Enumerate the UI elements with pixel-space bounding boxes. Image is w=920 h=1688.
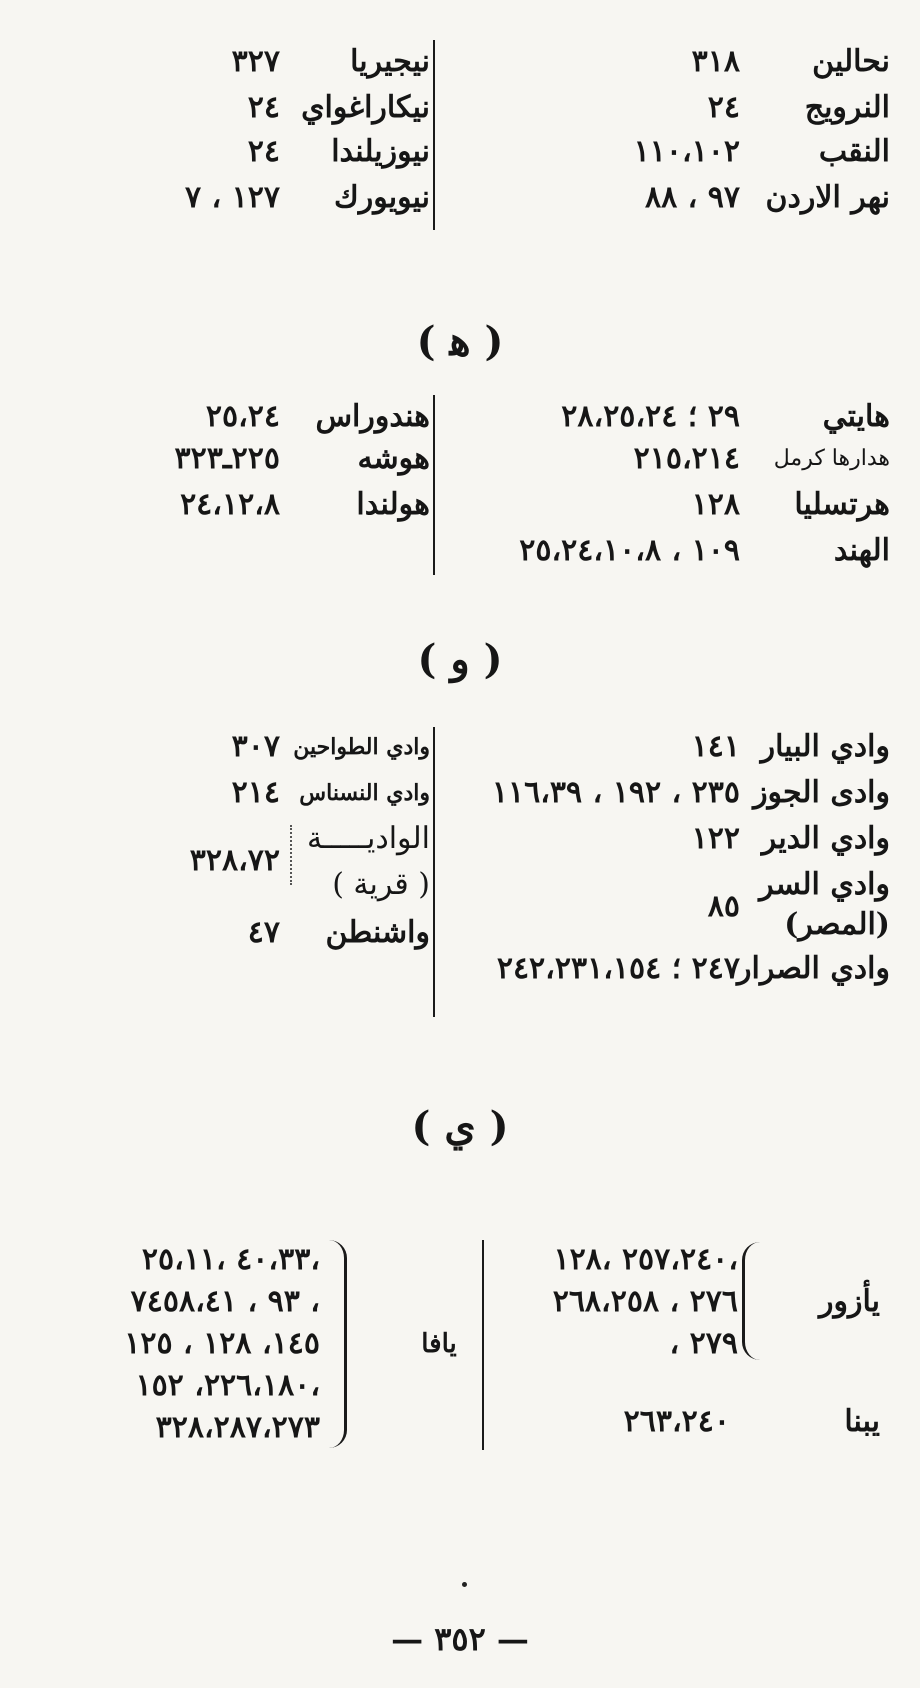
entry-name: وادي النسناس [299, 780, 430, 806]
entry-name: وادي الصرار [737, 951, 890, 986]
entry-name: هندوراس [315, 399, 430, 434]
index-entry [450, 439, 890, 479]
index-entry [20, 397, 430, 437]
entry-pages: ٢٤ [247, 90, 280, 125]
entry-pages: ٤٧ [247, 915, 280, 950]
heading-waw: ( و ) [417, 636, 503, 683]
index-entry [450, 727, 890, 767]
index-entry [450, 531, 890, 571]
entry-pages: ٣٠٧ [231, 729, 280, 764]
entry-name: وادي السر [759, 867, 890, 902]
entry-pages: ٢١٥،٢١٤ [633, 441, 740, 476]
index-entry [450, 949, 890, 989]
column-divider [433, 727, 435, 1017]
entry-pages: ٩٧ ، ٨٨ [644, 180, 740, 215]
entry-pages: ١٢٨ [691, 487, 740, 522]
entry-name: هرتسليا [794, 487, 890, 522]
index-entry [20, 178, 430, 218]
index-entry [20, 819, 430, 878]
index-entry [20, 865, 430, 905]
ink-dot [462, 1582, 467, 1587]
entry-name: واشنطن [325, 915, 430, 950]
entry-name: الواديـــــة [306, 821, 430, 856]
yazur-name: يأزور [819, 1284, 880, 1319]
entry-name: النقب [818, 134, 890, 169]
yebna-name: يبنا [844, 1404, 880, 1439]
entry-pages: ٣٢٨،٧٢ [189, 843, 280, 878]
index-entry [20, 913, 430, 953]
entry-name: ( قرية ) [332, 867, 430, 902]
entry-pages: ٢١٤ [231, 775, 280, 810]
yafa-line-4: ،٢٢٦،١٨٠، ١٥٢ [135, 1368, 320, 1403]
column-divider [433, 40, 435, 230]
entry-pages: ٢٣٥ ، ١٩٢ ، ١١٦،٣٩ [491, 775, 740, 810]
index-entry [450, 397, 890, 437]
brace-yafa [318, 1240, 347, 1448]
entry-name: النرويج [804, 90, 890, 125]
yebna-pages: ٢٦٣،٢٤٠ [623, 1404, 730, 1439]
entry-pages: ٢٢٥ـ٣٢٣ [174, 441, 280, 476]
index-entry [20, 727, 430, 767]
entry-name: نيوزيلندا [331, 134, 430, 169]
heading-ya: ( ي ) [411, 1103, 509, 1150]
entry-name: الهند [833, 533, 890, 568]
index-entry [450, 42, 890, 82]
index-entry [450, 132, 890, 172]
yazur-line-3: ٢٧٩ ، [669, 1326, 738, 1361]
yafa-line-2: ، ٩٣ ، ٧٤٥٨،٤١ [130, 1284, 320, 1319]
yafa-line-1: ،٤٠،٣٣ ،٢٥،١١ [141, 1242, 320, 1277]
entry-pages: ٣١٨ [691, 44, 740, 79]
entry-name: وادي البيار [760, 729, 890, 764]
yafa-line-3: ١٤٥، ١٢٨ ، ١٢٥ [124, 1326, 320, 1361]
index-entry [20, 773, 430, 813]
index-entry [450, 865, 890, 924]
entry-name: هولندا [356, 487, 430, 522]
entry-name: نيجيريا [350, 44, 430, 79]
index-entry [450, 819, 890, 859]
entry-pages: ١١٠،١٠٢ [633, 134, 740, 169]
index-entry [20, 439, 430, 479]
entry-name: نحالين [812, 44, 890, 79]
entry-pages: ٢٤ [707, 90, 740, 125]
entry-name: نيويورك [334, 180, 430, 215]
index-entry [450, 485, 890, 525]
entry-name: نهر الاردن [765, 180, 890, 215]
index-entry [450, 88, 890, 128]
index-entry [20, 132, 430, 172]
entry-name: وادي الطواحين [293, 734, 430, 760]
entry-name: وادى الجوز [753, 775, 890, 810]
page-number: — ٣٥٢ — [391, 1620, 529, 1658]
entry-pages: ١٠٩ ، ٢٥،٢٤،١٠،٨ [519, 533, 740, 568]
yazur-line-1: ،٢٥٧،٢٤٠ ،١٢٨ [553, 1242, 738, 1277]
brace-yazur [742, 1242, 771, 1360]
entry-pages: ٢٥،٢٤ [205, 399, 280, 434]
index-entry [20, 88, 430, 128]
yafa-name: يافا [421, 1329, 457, 1359]
entry-pages: ٢٤ [247, 134, 280, 169]
entry-name: هدارها كرمل [773, 446, 890, 471]
index-entry [20, 42, 430, 82]
entry-pages: ٢٩ ؛ ٢٨،٢٥،٢٤ [561, 399, 740, 434]
entry-name: هوشه [357, 441, 430, 476]
entry-pages: ١٤١ [691, 729, 740, 764]
entry-pages: ٨٥ [707, 889, 740, 924]
yafa-line-5: ٣٢٨،٢٨٧،٢٧٣ [155, 1410, 320, 1445]
column-divider [433, 395, 435, 575]
index-entry [450, 773, 890, 813]
index-entry [450, 905, 890, 945]
entry-name: (المصر) [784, 907, 890, 942]
index-entry [450, 178, 890, 218]
entry-pages: ٢٤،١٢،٨ [180, 487, 280, 522]
entry-name: وادي الدير [761, 821, 890, 856]
entry-name: نيكاراغواي [301, 90, 430, 125]
heading-ha: ( ﻫ ) [416, 318, 504, 365]
entry-pages: ١٢٧ ، ٧ [184, 180, 280, 215]
entry-pages: ١٢٢ [691, 821, 740, 856]
index-entry [20, 485, 430, 525]
column-divider [482, 1240, 484, 1450]
entry-pages: ٢٤٧ ؛ ٢٤٢،٢٣١،١٥٤ [496, 951, 740, 986]
yazur-line-2: ٢٧٦ ، ٢٦٨،٢٥٨ [552, 1284, 738, 1319]
entry-pages: ٣٢٧ [231, 44, 280, 79]
entry-name: هايتي [822, 399, 890, 434]
